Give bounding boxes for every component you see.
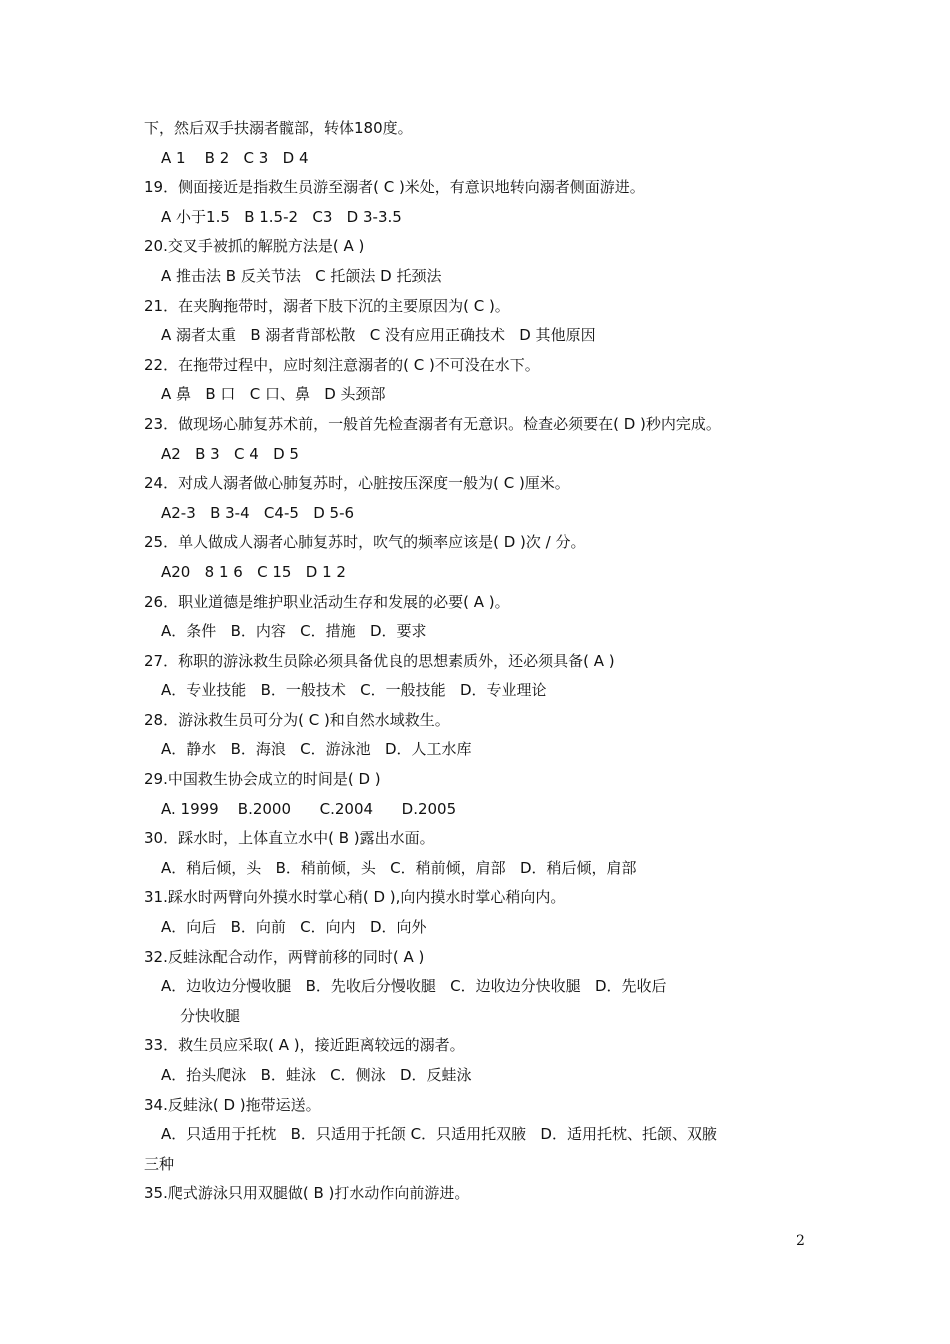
options-line: A．抬头爬泳 B．蛙泳 C．侧泳 D．反蛙泳 [161, 1066, 472, 1084]
options-line: A 鼻 B 口 C 口、鼻 D 头颈部 [161, 385, 386, 404]
question-line: 31.踩水时两臂向外摸水时掌心稍( D ),向内摸水时掌心稍向内。 [144, 888, 566, 907]
question-line: 26．职业道德是维护职业活动生存和发展的必要( A )。 [144, 592, 510, 611]
question-line: 24．对成人溺者做心肺复苏时，心脏按压深度一般为( C )厘米。 [144, 474, 570, 493]
question-line: 三种 [144, 1154, 175, 1173]
options-line: A 1 B 2 C 3 D 4 [161, 148, 309, 167]
question-line: 35.爬式游泳只用双腿做( B )打水动作向前游进。 [144, 1184, 470, 1203]
options-line: A20 8 1 6 C 15 D 1 2 [161, 562, 346, 581]
question-line: 20.交叉手被抓的解脱方法是( A ) [144, 237, 365, 256]
options-line: A．向后 B．向前 C．向内 D．向外 [161, 918, 427, 937]
question-line: 32.反蛙泳配合动作，两臂前移的同时( A ) [144, 947, 425, 966]
options-line: A．边收边分慢收腿 B．先收后分慢收腿 C．边收边分快收腿 D．先收后 [161, 977, 667, 996]
options-line: A 小于1.5 B 1.5-2 C3 D 3-3.5 [161, 207, 402, 226]
options-line: A2 B 3 C 4 D 5 [161, 444, 299, 463]
options-line: A．条件 B．内容 C．措施 D．要求 [161, 622, 427, 641]
options-line: A．静水 B．海浪 C．游泳池 D．人工水库 [161, 740, 472, 759]
question-line: 22．在拖带过程中，应时刻注意溺者的( C )不可没在水下。 [144, 355, 540, 374]
question-line: 25．单人做成人溺者心肺复苏时，吹气的频率应该是( D )次 / 分。 [144, 533, 586, 552]
options-line: A2-3 B 3-4 C4-5 D 5-6 [161, 503, 355, 522]
options-line: A．只适用于托枕 B．只适用于托颌 C．只适用托双腋 D．适用托枕、托颌、双腋 [161, 1125, 717, 1144]
question-line: 33．救生员应采取( A )，接近距离较远的溺者。 [144, 1036, 465, 1055]
options-line: 分快收腿 [180, 1006, 241, 1025]
options-line: A 溺者太重 B 溺者背部松散 C 没有应用正确技术 D 其他原因 [161, 326, 596, 345]
question-list [144, 114, 824, 1209]
options-line: A．专业技能 B．一般技术 C．一般技能 D．专业理论 [161, 681, 547, 700]
question-line: 28．游泳救生员可分为( C )和自然水域救生。 [144, 710, 450, 729]
question-line: 21．在夹胸拖带时，溺者下肢下沉的主要原因为( C )。 [144, 296, 510, 315]
question-line: 23．做现场心肺复苏术前，一般首先检查溺者有无意识。检查必须要在( D )秒内完成。 [144, 414, 721, 433]
question-line: 34.反蛙泳( D )拖带运送。 [144, 1095, 321, 1114]
options-line: A. 1999 B.2000 C.2004 D.2005 [161, 799, 457, 818]
question-line: 30．踩水时，上体直立水中( B )露出水面。 [144, 829, 435, 848]
question-line: 27．称职的游泳救生员除必须具备优良的思想素质外，还必须具备( A ) [144, 651, 615, 670]
page-number: 2 [796, 1233, 805, 1249]
options-line: A．稍后倾，头 B．稍前倾，头 C．稍前倾，肩部 D．稍后倾，肩部 [161, 858, 637, 877]
question-line: 下，然后双手扶溺者髋部，转体180度。 [144, 119, 413, 137]
options-line: A 推击法 B 反关节法 C 托颌法 D 托颈法 [161, 266, 442, 285]
question-line: 29.中国救生协会成立的时间是( D ) [144, 770, 381, 789]
question-line: 19．侧面接近是指救生员游至溺者( C )米处，有意识地转向溺者侧面游进。 [144, 178, 645, 197]
